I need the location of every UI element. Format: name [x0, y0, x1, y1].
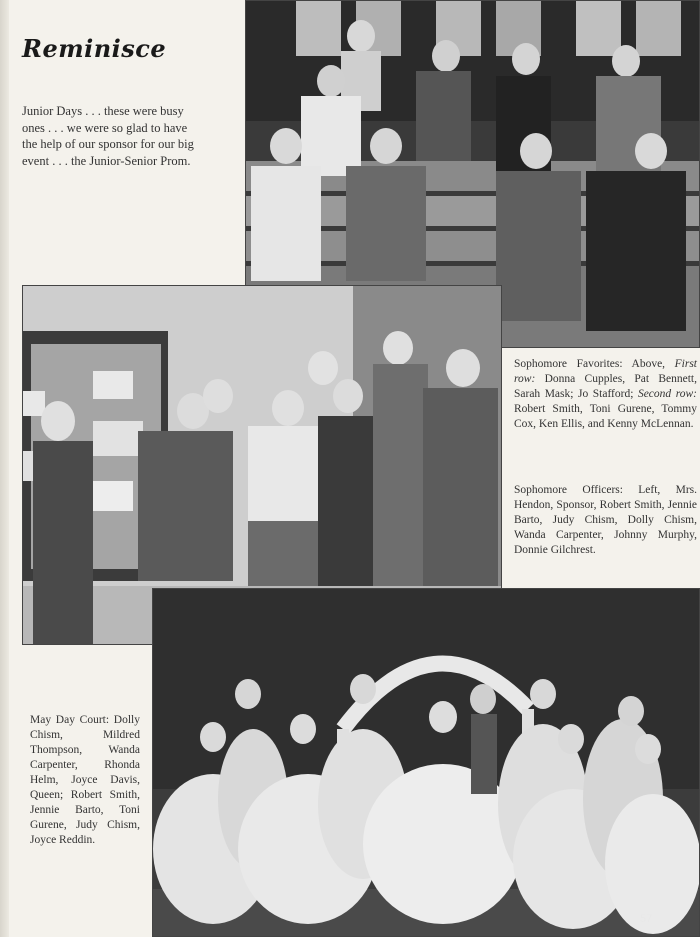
- mayday-caption: May Day Court: Dolly Chism, Mildred Thompson, Wanda Carpenter, Rhonda Helm, Joyce Davis, Queen; Robert Smith, Jennie Barto, Toni Gurene, Judy Chism, Joyce Reddin.: [30, 714, 140, 846]
- second-row-label: Second row:: [637, 388, 697, 400]
- first-row-names: Donna Cupples, Pat Bennett, Sarah Mask; Jo Stafford;: [514, 373, 697, 400]
- intro-caption: Junior Days . . . these were busy ones . . . we were so glad to have the help of our sponsor for our big event . . . the Junior-Senior Prom.: [22, 104, 194, 168]
- page-title: Reminisce: [22, 34, 167, 63]
- favorites-caption: [514, 357, 697, 432]
- favorites-lead: Sophomore Favorites: Above,: [514, 358, 666, 370]
- first-row-label: First row:: [514, 358, 698, 385]
- second-row-names: Robert Smith, Toni Gurene, Tommy Cox, Ken Ellis, and Kenny McLennan.: [514, 403, 697, 430]
- page-number: 57: [640, 913, 653, 925]
- page-binding: [0, 0, 9, 937]
- officers-caption: Sophomore Officers: Left, Mrs. Hendon, Sponsor, Robert Smith, Jennie Barto, Judy Chism, Dolly Chism, Wanda Carpenter, Johnny Murphy, Donnie Gilchrest.: [514, 484, 697, 556]
- photo-mayday-court: [152, 588, 700, 937]
